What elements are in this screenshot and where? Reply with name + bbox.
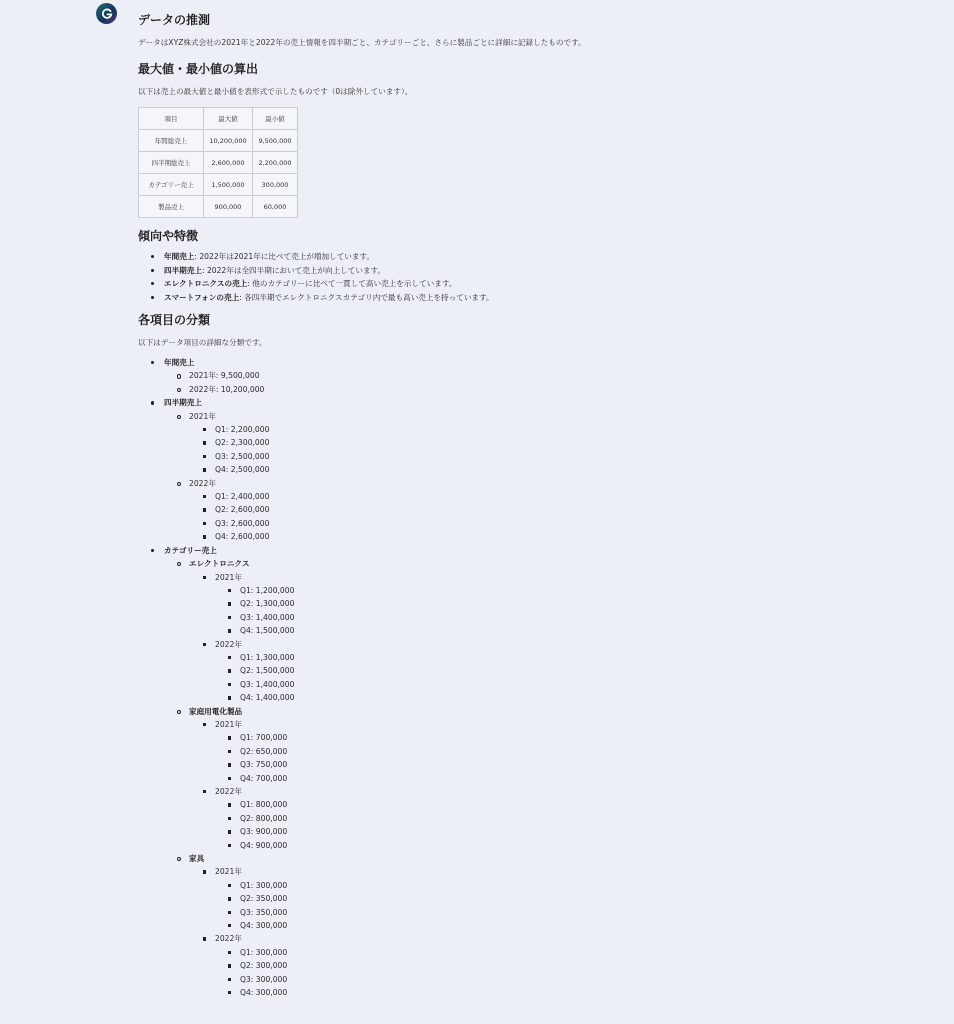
list-item: Q4: 300,000 (138, 919, 928, 932)
list-item: 四半期売上: 2022年は全四半期において売上が向上しています。 (138, 264, 928, 278)
list-item: 2022年 (138, 932, 928, 945)
list-item: Q1: 2,400,000 (138, 490, 928, 503)
list-item: Q4: 900,000 (138, 839, 928, 852)
list-item: 家庭用電化製品 (138, 705, 928, 718)
list-item: Q4: 300,000 (138, 986, 928, 999)
table-cell: 10,200,000 (204, 130, 253, 152)
table-cell: 四半期総売上 (139, 152, 204, 174)
classification-tree (138, 356, 928, 1000)
list-item: 2022年 (138, 638, 928, 651)
gemini-logo-icon (96, 3, 117, 24)
page-title: データの推測 (138, 13, 211, 27)
table-cell: 製品売上 (139, 196, 204, 218)
list-item: 家具 (138, 852, 928, 865)
table-row (139, 152, 298, 174)
list-item: Q1: 2,200,000 (138, 423, 928, 436)
list-item: 四半期売上 (138, 396, 928, 409)
table-cell: 2,200,000 (253, 152, 298, 174)
table-cell: 300,000 (253, 174, 298, 196)
list-item: Q3: 2,500,000 (138, 450, 928, 463)
list-item: 2022年: 10,200,000 (138, 383, 928, 396)
table-cell: 60,000 (253, 196, 298, 218)
list-item: 年間売上 (138, 356, 928, 369)
list-item: エレクトロニクス (138, 557, 928, 570)
table-header: 最大値 (204, 108, 253, 130)
g-letter-icon (100, 7, 114, 21)
list-item: Q2: 1,300,000 (138, 597, 928, 610)
classification-desc: 以下はデータ項目の詳細な分類です。 (138, 338, 267, 347)
list-item: Q3: 900,000 (138, 825, 928, 838)
list-item: 2022年 (138, 477, 928, 490)
trends-heading: 傾向や特徴 (138, 229, 199, 243)
table-cell: 9,500,000 (253, 130, 298, 152)
list-item: 2022年 (138, 785, 928, 798)
table-row (139, 174, 298, 196)
list-item: Q3: 300,000 (138, 973, 928, 986)
list-item: Q4: 700,000 (138, 772, 928, 785)
list-item: 2021年 (138, 718, 928, 731)
intro-text: データはXYZ株式会社の2021年と2022年の売上情報を四半期ごと、カテゴリーごと、さらに製品ごとに詳細に記録したものです。 (138, 38, 586, 47)
list-item: Q3: 1,400,000 (138, 678, 928, 691)
list-item: Q4: 1,500,000 (138, 624, 928, 637)
list-item: 2021年 (138, 571, 928, 584)
table-cell: 1,500,000 (204, 174, 253, 196)
maxmin-table (138, 107, 298, 218)
list-item: Q1: 1,200,000 (138, 584, 928, 597)
list-item: スマートフォンの売上: 各四半期でエレクトロニクスカテゴリ内で最も高い売上を持っています。 (138, 291, 928, 305)
table-cell: 年間総売上 (139, 130, 204, 152)
list-item: Q4: 2,500,000 (138, 463, 928, 476)
list-item: Q2: 650,000 (138, 745, 928, 758)
list-item: Q3: 2,600,000 (138, 517, 928, 530)
trends-list (138, 250, 928, 304)
list-item: Q3: 750,000 (138, 758, 928, 771)
list-item: 2021年: 9,500,000 (138, 369, 928, 382)
table-cell: カテゴリー売上 (139, 174, 204, 196)
list-item: Q2: 800,000 (138, 812, 928, 825)
list-item: Q1: 300,000 (138, 879, 928, 892)
list-item: 2021年 (138, 410, 928, 423)
list-item: Q3: 1,400,000 (138, 611, 928, 624)
list-item: Q2: 300,000 (138, 959, 928, 972)
table-row (139, 130, 298, 152)
list-item: Q1: 700,000 (138, 731, 928, 744)
response-content (138, 10, 928, 1000)
list-item: Q2: 350,000 (138, 892, 928, 905)
list-item: Q2: 1,500,000 (138, 664, 928, 677)
list-item: Q1: 800,000 (138, 798, 928, 811)
list-item: 年間売上: 2022年は2021年に比べて売上が増加しています。 (138, 250, 928, 264)
list-item: カテゴリー売上 (138, 544, 928, 557)
list-item: Q2: 2,300,000 (138, 436, 928, 449)
classification-heading: 各項目の分類 (138, 313, 211, 327)
maxmin-heading: 最大値・最小値の算出 (138, 62, 259, 76)
table-header: 項目 (139, 108, 204, 130)
list-item: 2021年 (138, 865, 928, 878)
table-cell: 2,600,000 (204, 152, 253, 174)
table-header-row (139, 108, 298, 130)
list-item: エレクトロニクスの売上: 他のカテゴリーに比べて一貫して高い売上を示しています。 (138, 277, 928, 291)
list-item: Q1: 300,000 (138, 946, 928, 959)
list-item: Q4: 1,400,000 (138, 691, 928, 704)
list-item: Q2: 2,600,000 (138, 503, 928, 516)
maxmin-desc: 以下は売上の最大値と最小値を表形式で示したものです（0は除外しています）。 (138, 87, 413, 96)
table-row (139, 196, 298, 218)
list-item: Q3: 350,000 (138, 906, 928, 919)
table-cell: 900,000 (204, 196, 253, 218)
list-item: Q1: 1,300,000 (138, 651, 928, 664)
table-header: 最小値 (253, 108, 298, 130)
list-item: Q4: 2,600,000 (138, 530, 928, 543)
